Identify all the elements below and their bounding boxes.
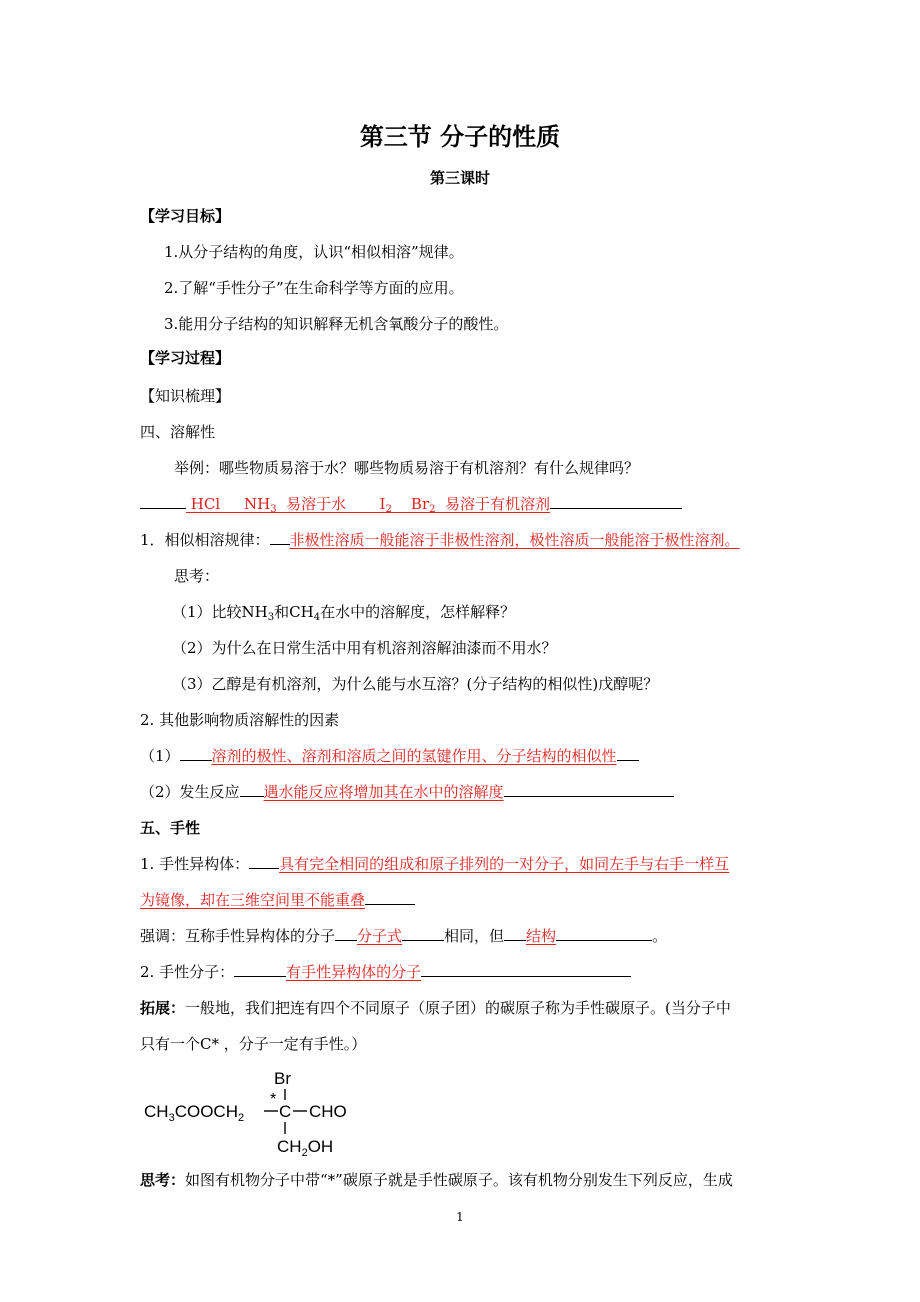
rule-answer: 非极性溶质一般能溶于非极性溶剂，极性溶质一般能溶于极性溶剂。	[289, 531, 740, 549]
question-2: （2）为什么在日常生活中用有机溶剂溶解油漆而不用水？	[172, 639, 557, 657]
emphasis-line: 强调：互称手性异构体的分子 分子式 相同，但 结构 。	[140, 927, 668, 945]
question-1: （1）比较$NH_3$和$CH_4$在水中的溶解度，怎样解释？	[172, 603, 516, 623]
structural-formula	[140, 1062, 380, 1162]
emphasis-answer-1: 分子式	[357, 927, 403, 945]
factors-heading: 2. 其他影响物质溶解性的因素	[140, 711, 340, 729]
goals-heading: 【学习目标】	[140, 207, 231, 225]
knowledge-heading: 【知识梳理】	[140, 387, 231, 405]
section4-heading: 四、溶解性	[140, 423, 216, 441]
think-line: 思考：如图有机物分子中带“*”碳原子就是手性碳原子。该有机物分别发生下列反应，生成	[140, 1171, 733, 1189]
br2-formula: $Br_2$	[410, 495, 436, 515]
chiral-star: *	[270, 1091, 277, 1108]
formula-br: Br	[274, 1069, 291, 1088]
question-3: （3）乙醇是有机溶剂，为什么能与水互溶？(分子结构的相似性)戊醇呢？	[172, 675, 659, 693]
section4-example: 举例：哪些物质易溶于水？哪些物质易溶于有机溶剂？有什么规律吗？	[174, 459, 640, 477]
hcl-formula: HCl	[190, 495, 221, 513]
extend-line-2: 只有一个C* ，分子一定有手性。）	[140, 1035, 367, 1053]
chiral-answer: 有手性异构体的分子	[286, 963, 422, 981]
formula-carbon: C	[279, 1102, 292, 1121]
page-subtitle: 第三课时	[429, 169, 490, 187]
goal-item: 1.从分子结构的角度，认识“相似相溶”规律。	[164, 243, 464, 261]
process-heading: 【学习过程】	[140, 349, 231, 367]
organic-soluble-text: 易溶于有机溶剂	[445, 495, 551, 513]
similar-dissolve-rule	[140, 530, 740, 550]
isomer-definition-cont	[140, 890, 415, 910]
chiral-molecule-line: 2. 手性分子： 有手性异构体的分子	[140, 962, 631, 982]
isomer-answer-2: 为镜像，却在三维空间里不能重叠	[140, 891, 366, 909]
page-number: 1	[456, 1210, 464, 1224]
extend-line-1: 拓展：一般地，我们把连有四个不同原子（原子团）的碳原子称为手性碳原子。(当分子中	[140, 999, 731, 1017]
formula-left-group: $CH_3COOCH_2$	[144, 1102, 245, 1124]
isomer-answer-1: 具有完全相同的组成和原子排列的一对分子，如同左手与右手一样互	[279, 855, 730, 873]
goal-item: 3.能用分子结构的知识解释无机含氧酸分子的酸性。	[164, 315, 509, 333]
factor-2-answer: 遇水能反应将增加其在水中的溶解度	[263, 783, 504, 801]
factor-2: （2）发生反应 遇水能反应将增加其在水中的溶解度	[140, 782, 674, 802]
emphasis-answer-2: 结构	[526, 927, 557, 945]
solubility-answer	[140, 494, 682, 514]
factor-1-answer: 溶剂的极性、溶剂和溶质之间的氢键作用、分子结构的相似性	[211, 747, 617, 765]
section5-heading: 五、手性	[140, 819, 201, 837]
goal-item: 2.了解“手性分子”在生命科学等方面的应用。	[164, 279, 464, 297]
think-label: 思考：	[174, 567, 220, 585]
nh3-formula: $NH_3$	[243, 495, 277, 515]
structural-formula-svg	[140, 1062, 380, 1158]
formula-bottom-group: $CH_2OH$	[277, 1137, 334, 1159]
page-title: 第三节 分子的性质	[359, 122, 561, 151]
water-soluble-text: 易溶于水	[286, 495, 347, 513]
formula-cho: CHO	[309, 1102, 347, 1121]
isomer-definition: 1. 手性异构体： 具有完全相同的组成和原子排列的一对分子，如同左手与右手一样互	[140, 855, 730, 873]
rule-label: 1．相似相溶规律：	[140, 531, 270, 549]
factor-1: （1） 溶剂的极性、溶剂和溶质之间的氢键作用、分子结构的相似性	[140, 746, 639, 766]
i2-formula: $I_2$	[379, 495, 392, 515]
